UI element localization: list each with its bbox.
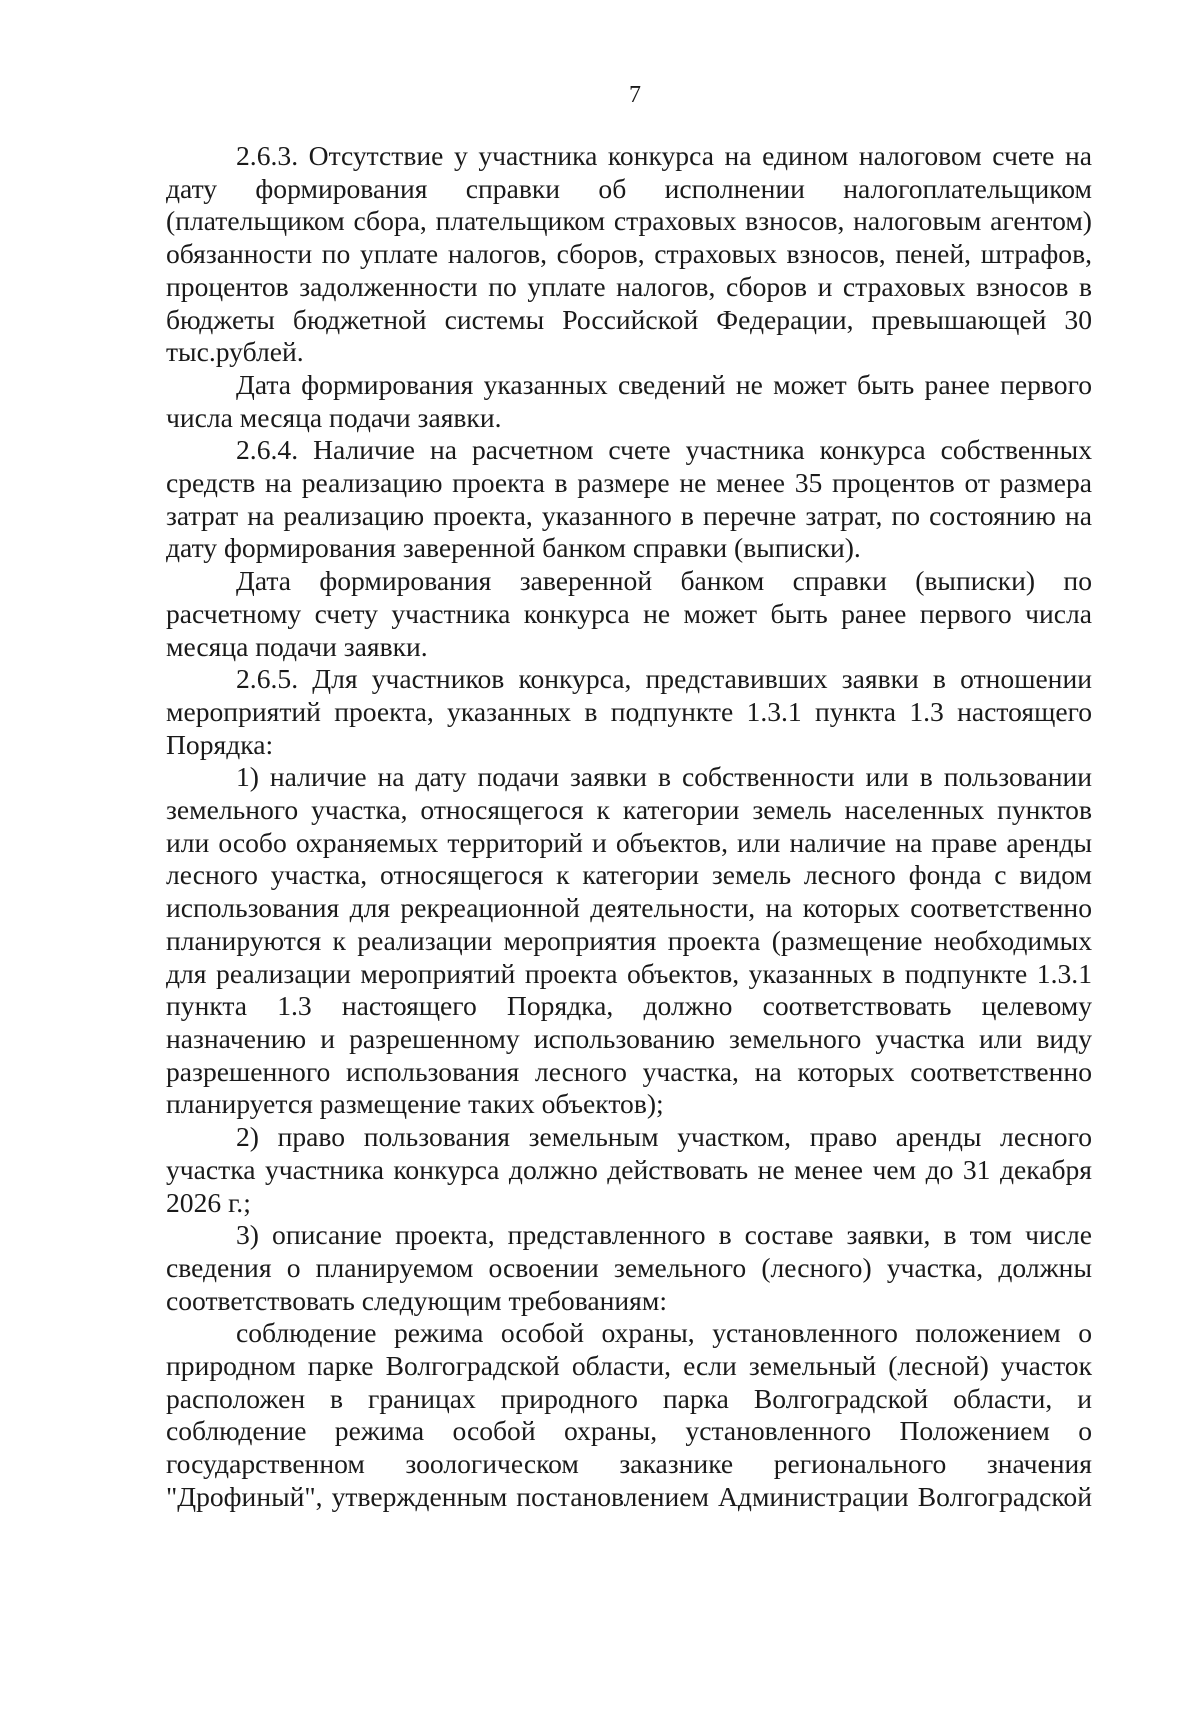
paragraph-protection-regime: соблюдение режима особой охраны, установленного положением о природном парке Волгоградской области, если земельный (лесной) участок расположен в границах природного парка Волгоградской области, и соблюдение режима особой охраны, установленного Положением о государственном зоологическом заказнике регионального значения "Дрофиный", утвержденным постановлением Администрации Волгоградской xyxy=(166,1317,1092,1512)
page-number: 7 xyxy=(629,82,641,108)
paragraph-date-bank-statement: Дата формирования заверенной банком справки (выписки) по расчетному счету участника конкурса не может быть ранее первого числа месяца подачи заявки. xyxy=(166,565,1092,662)
document-body xyxy=(166,140,1092,1514)
paragraph-2-6-3: 2.6.3. Отсутствие у участника конкурса на едином налоговом счете на дату формирования справки об исполнении налогоплательщиком (плательщиком сбора, плательщиком страховых взносов, налоговым агентом) обязанности по уплате налогов, сборов, страховых взносов, пеней, штрафов, процентов задолженности по уплате налогов, сборов и страховых взносов в бюджеты бюджетной системы Российской Федерации, превышающей 30 тыс.рублей. xyxy=(166,140,1092,368)
paragraph-item-2: 2) право пользования земельным участком, право аренды лесного участка участника конкурса должно действовать не менее чем до 31 декабря 2026 г.; xyxy=(166,1121,1092,1218)
paragraph-2-6-4: 2.6.4. Наличие на расчетном счете участника конкурса собственных средств на реализацию проекта в размере не менее 35 процентов от размера затрат на реализацию проекта, указанного в перечне затрат, по состоянию на дату формирования заверенной банком справки (выписки). xyxy=(166,434,1092,564)
paragraph-item-1: 1) наличие на дату подачи заявки в собственности или в пользовании земельного участка, относящегося к категории земель населенных пунктов или особо охраняемых территорий и объектов, или наличие на праве аренды лесного участка, относящегося к категории земель лесного фонда с видом использования для рекреационной деятельности, на которых соответственно планируются к реализации мероприятия проекта (размещение необходимых для реализации мероприятий проекта объектов, указанных в подпункте 1.3.1 пункта 1.3 настоящего Порядка, должно соответствовать целевому назначению и разрешенному использованию земельного участка или виду разрешенного использования лесного участка, на которых соответственно планируется размещение таких объектов); xyxy=(166,761,1092,1120)
paragraph-item-3: 3) описание проекта, представленного в составе заявки, в том числе сведения о планируемом освоении земельного (лесного) участка, должны соответствовать следующим требованиям: xyxy=(166,1219,1092,1316)
paragraph-2-6-5: 2.6.5. Для участников конкурса, представивших заявки в отношении мероприятий проекта, указанных в подпункте 1.3.1 пункта 1.3 настоящего Порядка: xyxy=(166,663,1092,760)
paragraph-date-info: Дата формирования указанных сведений не может быть ранее первого числа месяца подачи заявки. xyxy=(166,368,1092,433)
